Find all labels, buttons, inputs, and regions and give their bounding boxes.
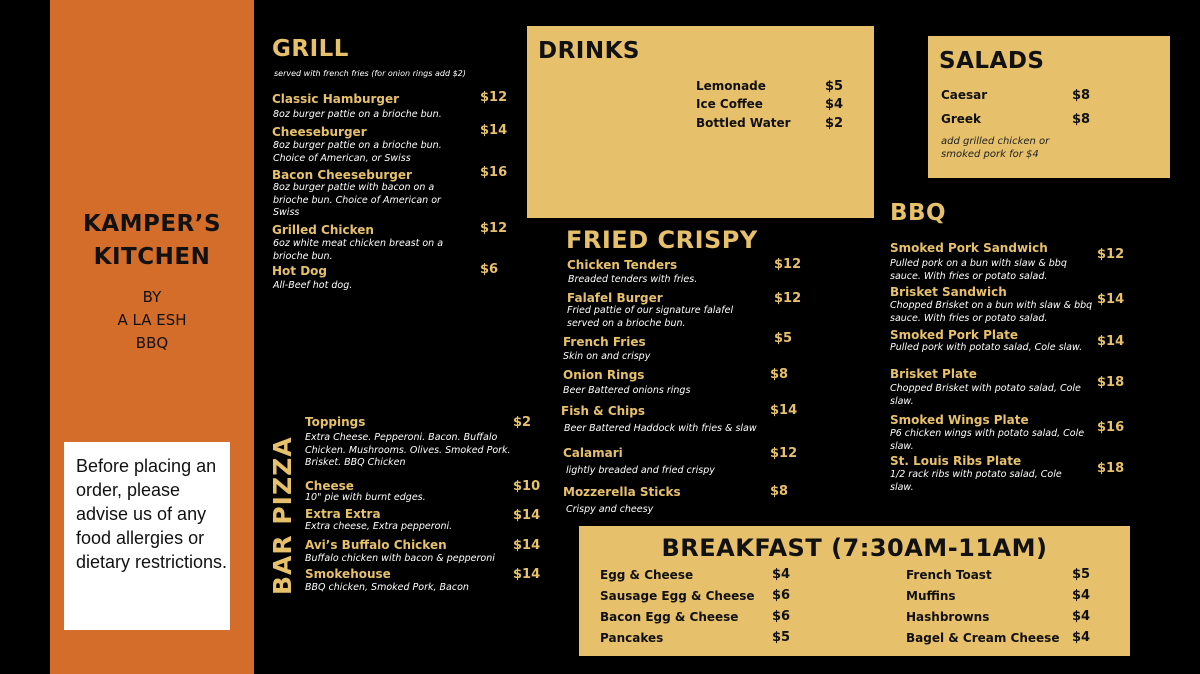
fried-item-price: $14	[770, 403, 798, 418]
bbq-item-desc: Pulled pork with potato salad, Cole slaw.	[890, 342, 1083, 353]
byline-1: BY	[142, 288, 162, 306]
fried-item-price: $12	[774, 257, 802, 272]
salad-price: $8	[1072, 112, 1091, 127]
pizza-item-name: Extra Extra	[305, 507, 381, 521]
pizza-item-price: $14	[513, 538, 541, 553]
grill-item-name: Hot Dog	[272, 264, 327, 278]
grill-item-name: Bacon Cheeseburger	[272, 168, 412, 182]
pizza-item-desc: Extra Cheese. Pepperoni. Bacon. Buffalo Chicken. Mushrooms. Olives. Smoked Pork. Brisket. BBQ Chicken	[305, 432, 511, 468]
brand-line-1: KAMPER’S	[82, 211, 222, 237]
pizza-item-desc: 10" pie with burnt edges.	[305, 492, 426, 503]
breakfast-item-name: Pancakes	[600, 631, 664, 645]
grill-item-desc: All-Beef hot dog.	[273, 280, 353, 291]
restaurant-name	[50, 208, 254, 274]
fried-item-name: Calamari	[563, 446, 623, 460]
grill-item-name: Cheeseburger	[272, 125, 367, 139]
breakfast-item-name: Muffins	[906, 589, 956, 603]
breakfast-item-name: Sausage Egg & Cheese	[600, 589, 755, 603]
breakfast-item-price: $4	[1072, 630, 1091, 645]
pizza-item-price: $10	[513, 479, 541, 494]
bbq-item-price: $18	[1097, 375, 1125, 390]
grill-item-desc: 6oz white meat chicken breast on a brioche bun.	[273, 238, 444, 262]
breakfast-item-price: $6	[772, 588, 791, 603]
grill-item-name: Classic Hamburger	[272, 92, 400, 106]
breakfast-item-price: $4	[1072, 588, 1091, 603]
pizza-item-name: Avi’s Buffalo Chicken	[305, 538, 447, 552]
fried-crispy-title: FRIED CRISPY	[566, 226, 758, 254]
byline-3: BBQ	[135, 334, 169, 352]
bar-pizza-title: BAR PIZZA	[268, 436, 297, 595]
bbq-item-price: $14	[1097, 292, 1125, 307]
breakfast-item-name: Bacon Egg & Cheese	[600, 610, 739, 624]
grill-item-price: $16	[480, 165, 508, 180]
pizza-item-name: Smokehouse	[305, 567, 391, 581]
pizza-item-price: $2	[513, 415, 532, 430]
grill-item-price: $6	[480, 262, 499, 277]
fried-item-desc: Crispy and cheesy	[566, 504, 654, 515]
bbq-item-name: Smoked Pork Sandwich	[890, 241, 1048, 255]
fried-item-desc: Beer Battered onions rings	[563, 385, 691, 396]
byline-2: A LA ESH	[117, 311, 187, 329]
pizza-item-name: Cheese	[305, 479, 354, 493]
breakfast-item-name: Egg & Cheese	[600, 568, 694, 582]
bbq-item-price: $16	[1097, 420, 1125, 435]
grill-item-desc: 8oz burger pattie on a brioche bun. Choice of American, or Swiss	[273, 140, 442, 164]
bbq-item-desc: Chopped Brisket with potato salad, Cole slaw.	[890, 383, 1081, 407]
breakfast-item-price: $5	[772, 630, 791, 645]
bbq-item-name: St. Louis Ribs Plate	[890, 454, 1022, 468]
sidebar	[50, 0, 254, 674]
grill-item-price: $12	[480, 90, 508, 105]
drink-price: $4	[825, 97, 844, 112]
bbq-item-name: Smoked Wings Plate	[890, 413, 1029, 427]
salads-panel	[928, 36, 1170, 178]
brand-line-2: KITCHEN	[93, 244, 211, 270]
allergy-notice: Before placing an order, please advise us of any food allergies or dietary restrictions.	[64, 442, 230, 630]
breakfast-item-name: Hashbrowns	[906, 610, 990, 624]
pizza-item-desc: BBQ chicken, Smoked Pork, Bacon	[305, 582, 469, 593]
fried-item-name: French Fries	[563, 335, 646, 349]
fried-item-name: Fish & Chips	[561, 404, 646, 418]
drinks-title: DRINKS	[538, 38, 640, 64]
breakfast-item-name: French Toast	[906, 568, 992, 582]
drink-price: $2	[825, 116, 844, 131]
grill-item-price: $12	[480, 221, 508, 236]
pizza-item-desc: Extra cheese, Extra pepperoni.	[305, 521, 453, 532]
salad-name: Caesar	[941, 88, 988, 102]
pizza-item-price: $14	[513, 508, 541, 523]
drink-price: $5	[825, 79, 844, 94]
fried-item-desc: Breaded tenders with fries.	[568, 274, 698, 285]
salads-title: SALADS	[939, 48, 1045, 74]
fried-item-desc: lightly breaded and fried crispy	[566, 465, 715, 476]
drink-name: Lemonade	[696, 79, 766, 93]
breakfast-item-price: $5	[1072, 567, 1091, 582]
fried-item-desc: Fried pattie of our signature falafel served on a brioche bun.	[567, 305, 734, 329]
bbq-item-name: Brisket Plate	[890, 367, 977, 381]
bbq-item-desc: 1/2 rack ribs with potato salad, Cole slaw.	[890, 469, 1062, 493]
byline	[50, 286, 254, 355]
bbq-item-desc: P6 chicken wings with potato salad, Cole slaw.	[890, 428, 1085, 452]
bbq-item-name: Brisket Sandwich	[890, 285, 1007, 299]
breakfast-title: BREAKFAST (7:30AM-11AM)	[661, 534, 1048, 562]
fried-item-name: Mozzerella Sticks	[563, 485, 681, 499]
fried-item-price: $5	[774, 331, 793, 346]
grill-subtitle: served with french fries (for onion rings add $2)	[274, 69, 466, 78]
fried-item-name: Falafel Burger	[567, 291, 663, 305]
grill-item-price: $14	[480, 123, 508, 138]
fried-item-price: $8	[770, 484, 789, 499]
breakfast-item-name: Bagel & Cream Cheese	[906, 631, 1060, 645]
breakfast-panel	[579, 526, 1130, 656]
bbq-item-name: Smoked Pork Plate	[890, 328, 1018, 342]
grill-title: GRILL	[272, 36, 349, 62]
bbq-item-price: $12	[1097, 247, 1125, 262]
fried-item-name: Chicken Tenders	[567, 258, 678, 272]
bbq-item-desc: Chopped Brisket on a bun with slaw & bbq sauce. With fries or potato salad.	[890, 300, 1093, 324]
fried-item-price: $12	[774, 291, 802, 306]
bbq-item-desc: Pulled pork on a bun with slaw & bbq sauce. With fries or potato salad.	[890, 258, 1067, 282]
fried-item-price: $8	[770, 367, 789, 382]
salad-note: add grilled chicken or smoked pork for $4	[941, 136, 1050, 160]
fried-item-price: $12	[770, 446, 798, 461]
bbq-title: BBQ	[890, 200, 947, 226]
breakfast-item-price: $4	[1072, 609, 1091, 624]
bbq-item-price: $14	[1097, 334, 1125, 349]
fried-item-desc: Beer Battered Haddock with fries & slaw	[564, 423, 757, 434]
grill-item-desc: 8oz burger pattie on a brioche bun.	[273, 109, 442, 120]
breakfast-item-price: $6	[772, 609, 791, 624]
drink-name: Bottled Water	[696, 116, 791, 130]
pizza-item-desc: Buffalo chicken with bacon & pepperoni	[305, 553, 495, 564]
drink-name: Ice Coffee	[696, 97, 763, 111]
pizza-item-name: Toppings	[305, 415, 366, 429]
salad-name: Greek	[941, 112, 982, 126]
drinks-panel	[527, 26, 874, 218]
fried-item-desc: Skin on and crispy	[563, 351, 651, 362]
grill-item-name: Grilled Chicken	[272, 223, 374, 237]
breakfast-item-price: $4	[772, 567, 791, 582]
salad-price: $8	[1072, 88, 1091, 103]
fried-item-name: Onion Rings	[563, 368, 645, 382]
bbq-item-price: $18	[1097, 461, 1125, 476]
grill-item-desc: 8oz burger pattie with bacon on a brioche bun. Choice of American or Swiss	[273, 182, 441, 218]
pizza-item-price: $14	[513, 567, 541, 582]
